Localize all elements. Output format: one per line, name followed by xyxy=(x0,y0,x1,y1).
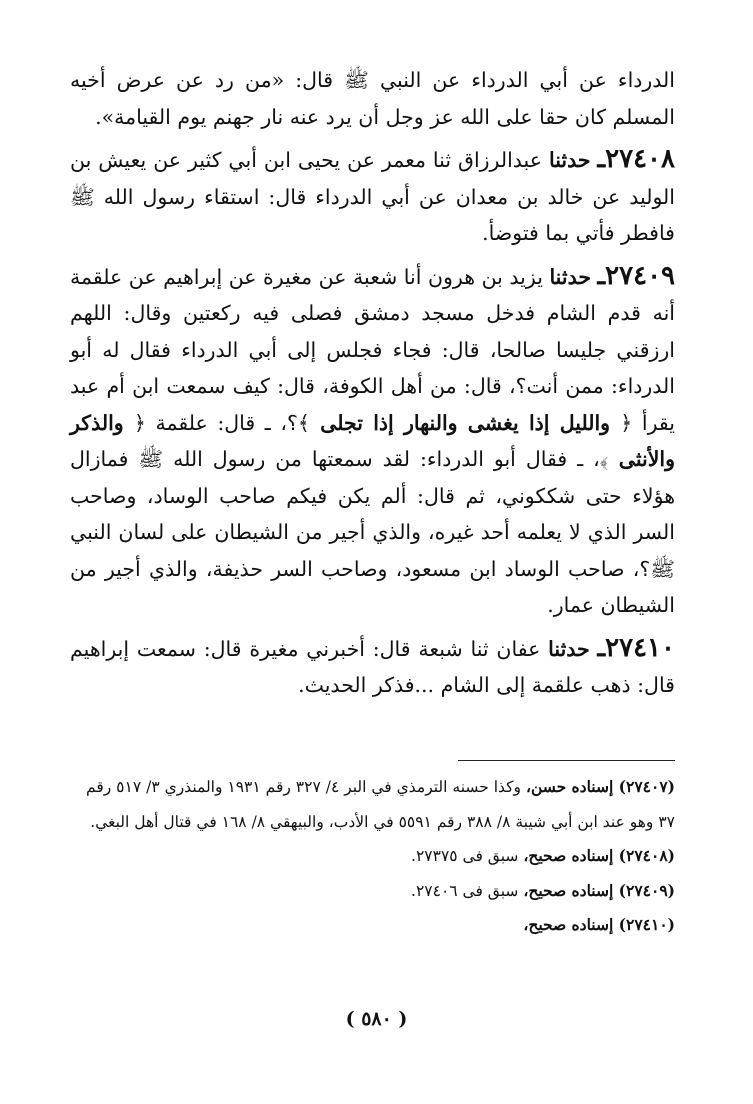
footnotes xyxy=(70,770,675,943)
hadith-dash: ـ xyxy=(597,144,606,174)
footnote-label: (٢٧٤٠٩) إسناده صحيح، xyxy=(523,880,675,900)
footnote-27410 xyxy=(70,908,675,943)
hadith-number: ٢٧٤١٠ xyxy=(605,632,675,663)
hadith-text: ﴾؟، ـ قال: علقمة ﴿ xyxy=(133,410,310,435)
footnote-27407 xyxy=(70,770,675,839)
footnote-27409 xyxy=(70,874,675,909)
quran-verse: والليل إذا يغشى والنهار إذا تجلى xyxy=(309,410,621,435)
hadith-text: عبدالرزاق ثنا معمر عن يحيى ابن أبي كثير عن يعيش بن الوليد عن خالد بن معدان عن أبي الدرداء قال: استقاء رسول الله ﷺ فافطر فأتي بما فتوضأ. xyxy=(70,148,675,245)
hadith-text: يزيد بن هرون أنا شعبة عن مغيرة عن إبراهيم عن علقمة أنه قدم الشام فدخل مسجد دمشق فصلى فيه ركعتين وقال: اللهم ارزقني جليسا صالحا، قال: فجاء فجلس إلى أبي الدرداء فقال له أبو الدرداء: ممن أنت؟، قال: من أهل الكوفة، قال: كيف سمعت ابن أم عبد يقرأ ﴿ xyxy=(70,264,675,435)
footnote-label: (٢٧٤٠٨) إسناده صحيح، xyxy=(523,846,675,865)
page-number: ( ٥٨٠ ) xyxy=(345,1008,408,1030)
footnote-text: سبق فى ٢٧٣٧٥. xyxy=(411,847,524,865)
hadith-number: ٢٧٤٠٩ xyxy=(605,260,675,291)
footnote-label: (٢٧٤١٠) إسناده صحيح، xyxy=(523,915,675,934)
hadith-27409 xyxy=(70,258,675,624)
haddathana-word: حدثنا xyxy=(548,636,590,661)
hadith-dash: ـ xyxy=(597,632,606,663)
hadith-27410 xyxy=(70,630,675,704)
footnote-27408 xyxy=(70,839,675,874)
footnote-text: وكذا حسنه الترمذي في البر ٤/ ٣٢٧ رقم ١٩٣١ والمنذري ٣/ ٥١٧ رقم ٣٧ وهو عند ابن أبي شيبة ٨/ ٣٨٨ رقم ٥٥٩١ في الأدب، والبيهقي ٨/ ١٦٨ في قتال أهل البغي. xyxy=(86,778,675,831)
haddathana-word: حدثنا xyxy=(549,264,592,289)
haddathana-word: حدثنا xyxy=(548,148,591,172)
hadith-text: عفان ثنا شبعة قال: أخبرني مغيرة قال: سمعت إبراهيم قال: ذهب علقمة إلى الشام ...فذكر الحديث. xyxy=(70,636,675,697)
hadith-dash: ـ xyxy=(597,260,606,291)
footnote-label: (٢٧٤٠٧) إسناده حسن، xyxy=(525,777,675,796)
intro-paragraph: الدرداء عن أبي الدرداء عن النبي ﷺ قال: «من رد عن عرض أخيه المسلم كان حقا على الله عز وجل أن يرد عنه نار جهنم يوم القيامة». xyxy=(70,68,675,129)
hadith-text: ﴾، ـ فقال أبو الدرداء: لقد سمعتها من رسول الله ﷺ فمازال هؤلاء حتى شككوني، ثم قال: ألم يكن فيكم صاحب الوساد، وصاحب السر الذي لا يعلمه أحد غيره، والذي أجير من الشيطان على لسان النبي ﷺ؟، صاحب الوساد ابن مسعود، وصاحب السر حذيفة، والذي أجير من الشيطان عمار. xyxy=(70,447,675,617)
hadith-27408 xyxy=(70,141,675,252)
quran-verse: والذكر والأنثى xyxy=(70,410,675,471)
footnote-text: سبق فى ٢٧٤٠٦. xyxy=(411,881,524,900)
hadith-number: ٢٧٤٠٨ xyxy=(605,144,675,174)
main-text xyxy=(70,62,675,710)
footnote-divider xyxy=(458,760,675,761)
